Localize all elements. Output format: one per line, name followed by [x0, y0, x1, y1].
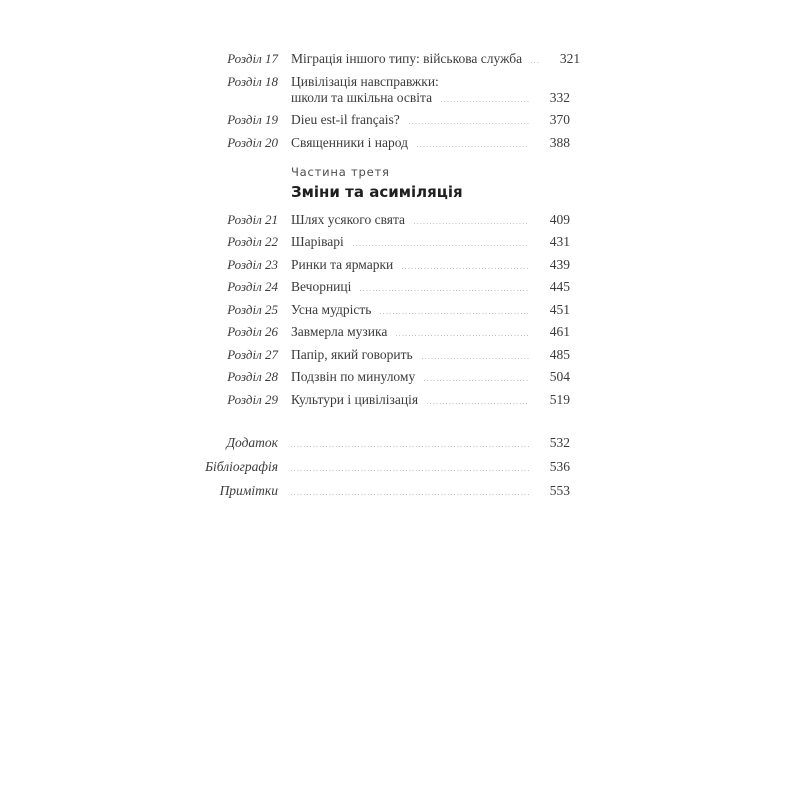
dot-leader — [417, 146, 529, 147]
toc-entry — [291, 256, 570, 273]
chapter-label: Розділ 27 — [227, 346, 278, 362]
toc-row — [188, 391, 570, 408]
backmatter-label: Примітки — [219, 482, 278, 498]
dot-leader — [427, 403, 529, 404]
chapter-label: Розділ 20 — [227, 134, 278, 150]
toc-entry — [291, 368, 570, 385]
page-number: 451 — [549, 301, 570, 317]
chapter-label: Розділ 22 — [227, 234, 278, 249]
toc-entry — [291, 458, 570, 475]
toc-entry — [291, 111, 570, 128]
chapter-title: Усна мудрість — [291, 301, 372, 317]
page-number: 532 — [549, 434, 570, 450]
backmatter-section — [188, 434, 570, 499]
dot-leader — [422, 358, 529, 359]
toc-row — [188, 73, 570, 106]
toc-row — [188, 134, 570, 151]
page-number: 431 — [549, 234, 570, 249]
toc-row — [188, 233, 570, 250]
toc-entry — [291, 50, 581, 67]
toc-entry — [291, 434, 570, 451]
toc-row — [188, 368, 570, 385]
chapter-title-line2: школи та шкільна освіта — [291, 89, 433, 105]
toc-row — [188, 50, 581, 67]
toc-entry — [291, 391, 570, 408]
page-number: 409 — [549, 211, 570, 227]
chapter-title: Священники і народ — [291, 134, 408, 150]
page-number: 485 — [549, 346, 570, 362]
toc-entry — [291, 233, 570, 250]
toc-row — [188, 323, 570, 340]
chapter-title: Папір, який говорить — [291, 346, 413, 362]
chapter-title: Завмерла музика — [291, 324, 388, 339]
page-number: 519 — [549, 391, 570, 407]
toc-entry — [291, 482, 570, 499]
dot-leader — [531, 62, 539, 63]
page-number: 321 — [559, 51, 581, 66]
chapter-title: Культури і цивілізація — [291, 391, 419, 407]
dot-leader — [291, 446, 529, 447]
toc-row — [188, 278, 570, 295]
dot-leader — [441, 101, 529, 102]
toc-entry — [291, 278, 570, 295]
chapter-title: Подзвін по минулому — [291, 369, 416, 384]
page-number: 504 — [549, 369, 570, 384]
table-of-contents — [188, 50, 581, 506]
toc-row — [188, 434, 570, 451]
toc-row — [188, 111, 570, 128]
dot-leader — [360, 290, 529, 291]
toc-row — [188, 301, 570, 318]
dot-leader — [409, 123, 529, 124]
chapter-label: Розділ 26 — [227, 324, 278, 339]
chapter-label: Розділ 25 — [227, 301, 278, 317]
toc-entry — [291, 211, 570, 228]
chapter-title: Ринки та ярмарки — [291, 256, 394, 272]
dot-leader — [402, 268, 529, 269]
part-kicker: Частина третя — [291, 164, 390, 179]
page-number: 439 — [549, 256, 570, 272]
part-title: Зміни та асиміляція — [291, 182, 463, 201]
chapter-title: Шлях усякого свята — [291, 211, 406, 227]
page-number: 445 — [549, 279, 570, 294]
toc-entry — [291, 301, 570, 318]
chapter-label: Розділ 19 — [227, 112, 278, 127]
chapter-label: Розділ 18 — [227, 73, 278, 89]
chapter-title: Dieu est-il français? — [291, 112, 400, 127]
chapter-label: Розділ 21 — [227, 211, 278, 227]
chapter-title: Шаріварі — [291, 234, 344, 249]
backmatter-label: Бібліографія — [205, 458, 278, 474]
chapter-label: Розділ 29 — [227, 391, 278, 407]
dot-leader — [291, 494, 529, 495]
chapter-label: Розділ 23 — [227, 256, 278, 272]
toc-row — [188, 346, 570, 363]
page-number: 553 — [549, 482, 570, 498]
page-number: 536 — [549, 458, 570, 474]
chapter-label: Розділ 28 — [227, 369, 278, 384]
page-number: 370 — [549, 112, 570, 127]
toc-entry — [291, 323, 570, 340]
chapter-title-line2-row — [291, 90, 570, 106]
page-number: 388 — [549, 134, 570, 150]
toc-entry — [291, 134, 570, 151]
dot-leader — [414, 223, 529, 224]
backmatter-label: Додаток — [226, 434, 278, 450]
chapter-label: Розділ 24 — [227, 279, 278, 294]
chapter-title: Вечорниці — [291, 279, 352, 294]
dot-leader — [380, 313, 529, 314]
page-number: 332 — [549, 89, 570, 105]
toc-row — [188, 256, 570, 273]
part-heading — [291, 165, 570, 202]
chapter-label: Розділ 17 — [227, 51, 278, 66]
chapter-title: Міграція іншого типу: військова служба — [291, 51, 523, 66]
toc-row — [188, 458, 570, 475]
page-number: 461 — [549, 324, 570, 339]
dot-leader — [353, 245, 529, 246]
toc-entry — [291, 73, 570, 106]
dot-leader — [424, 380, 529, 381]
toc-row — [188, 482, 570, 499]
chapter-title-line1: Цивілізація навсправжки: — [291, 73, 439, 89]
dot-leader — [291, 470, 529, 471]
toc-entry — [291, 346, 570, 363]
dot-leader — [396, 335, 529, 336]
toc-row — [188, 211, 570, 228]
